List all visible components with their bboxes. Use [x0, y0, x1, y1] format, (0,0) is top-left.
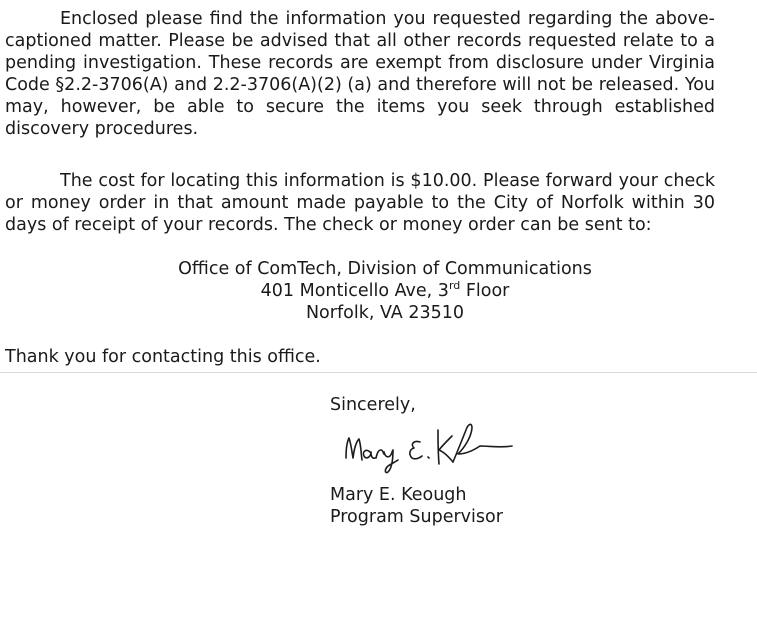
- signer-title: Program Supervisor: [330, 507, 503, 527]
- handwritten-signature: [340, 410, 530, 480]
- divider: [0, 372, 757, 373]
- address-line-3: Norfolk, VA 23510: [305, 303, 465, 323]
- thank-you-line: Thank you for contacting this office.: [5, 347, 321, 367]
- address-line-1: Office of ComTech, Division of Communications: [178, 259, 592, 279]
- closing-salutation: Sincerely,: [330, 395, 416, 415]
- body-paragraph-2: The cost for locating this information is $10.00. Please forward your check or money order in that amount made payable to the City of Norfolk within 30 days of receipt of your records. The check or money order can be sent to:: [5, 171, 715, 235]
- address-street: 401 Monticello Ave, 3: [260, 281, 449, 301]
- address-ordinal-suffix: rd: [448, 279, 461, 292]
- address-floor: Floor: [460, 281, 510, 301]
- signer-name: Mary E. Keough: [330, 485, 467, 505]
- address-line-2: [0, 280, 757, 302]
- mailing-address: [0, 258, 757, 324]
- body-paragraph-1: Enclosed please find the information you requested regarding the above-captioned matter. Please be advised that all other records requested relate to a pending investigation. These records are exempt from disclosure under Virginia Code §2.2-3706(A) and 2.2-3706(A)(2) (a) and therefore will not be released. You may, however, be able to secure the items you seek through established discovery procedures.: [5, 9, 715, 139]
